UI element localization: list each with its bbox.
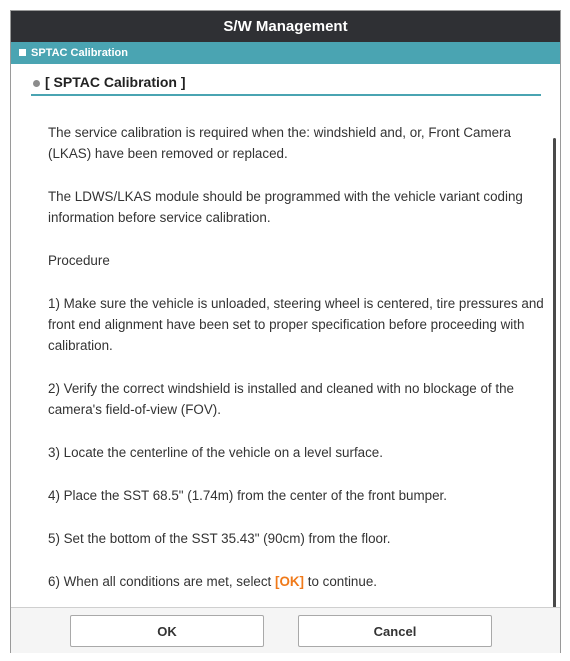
final-text-after: to continue.: [304, 574, 377, 589]
vertical-scrollbar[interactable]: [553, 138, 556, 607]
dialog-title: S/W Management: [11, 11, 560, 42]
subheader-bar: [11, 42, 560, 64]
paragraph: 5) Set the bottom of the SST 35.43" (90cm) from the floor.: [48, 531, 391, 546]
final-paragraph: [48, 571, 548, 592]
circle-bullet-icon: [33, 80, 40, 87]
content-area[interactable]: [11, 64, 560, 607]
button-bar: [11, 607, 560, 653]
ok-highlight: [OK]: [275, 574, 305, 589]
square-bullet-icon: [19, 49, 26, 56]
section-header: [31, 72, 541, 96]
ok-button[interactable]: OK: [70, 615, 264, 647]
paragraph: 3) Locate the centerline of the vehicle on a level surface.: [48, 445, 383, 460]
paragraph: The service calibration is required when the: windshield and, or, Front Camera (LKAS) have been removed or replaced.: [48, 125, 511, 161]
paragraph: The LDWS/LKAS module should be programmed with the vehicle variant coding information before service calibration.: [48, 189, 523, 225]
paragraph: 1) Make sure the vehicle is unloaded, steering wheel is centered, tire pressures and front end alignment have been set to proper specification before proceeding with calibration.: [48, 296, 544, 353]
instruction-text: [48, 122, 548, 607]
subheader-label: SPTAC Calibration: [31, 47, 128, 59]
paragraph: Procedure: [48, 253, 110, 268]
paragraph: 2) Verify the correct windshield is installed and cleaned with no blockage of the camera's field-of-view (FOV).: [48, 381, 514, 417]
sw-management-dialog: [10, 10, 561, 653]
cancel-button[interactable]: Cancel: [298, 615, 492, 647]
paragraph: 4) Place the SST 68.5" (1.74m) from the center of the front bumper.: [48, 488, 447, 503]
section-title: [ SPTAC Calibration ]: [45, 74, 186, 90]
final-text-before: 6) When all conditions are met, select: [48, 574, 276, 589]
